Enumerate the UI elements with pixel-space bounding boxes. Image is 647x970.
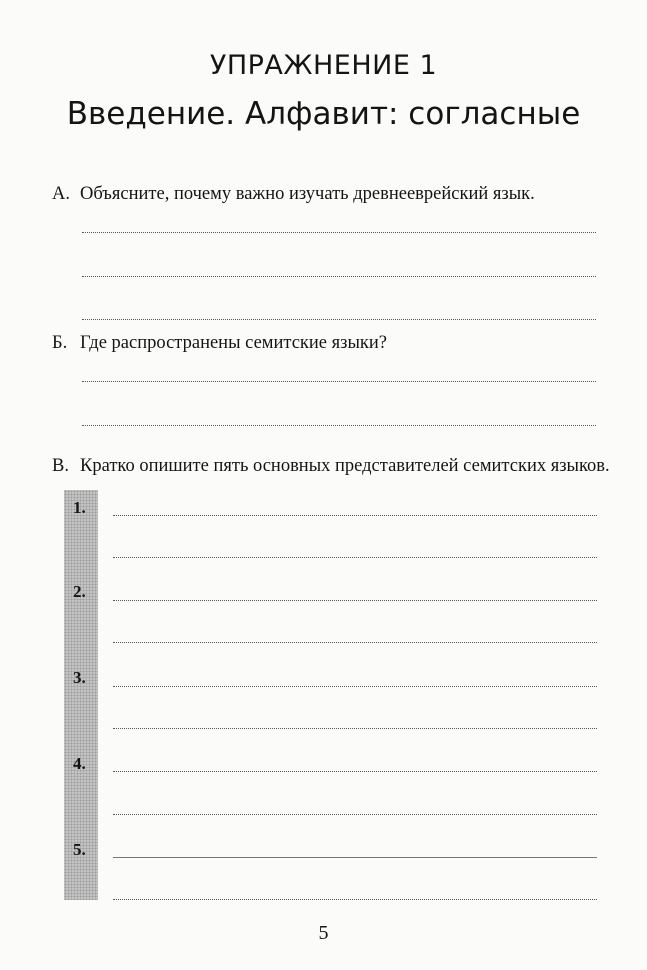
answer-line[interactable]	[113, 515, 597, 516]
question-c	[52, 456, 610, 477]
question-text: Объясните, почему важно изучать древнееврейский язык.	[80, 184, 535, 204]
question-a	[52, 184, 535, 205]
answer-line[interactable]	[113, 771, 597, 772]
answer-line[interactable]	[82, 425, 596, 426]
answer-line[interactable]	[82, 319, 596, 320]
question-b	[52, 333, 387, 354]
answer-line[interactable]	[82, 381, 596, 382]
answer-line[interactable]	[113, 557, 597, 558]
answer-line[interactable]	[82, 232, 596, 233]
answer-line[interactable]	[113, 728, 597, 729]
item-number: 3.	[73, 668, 86, 687]
item-number: 5.	[73, 840, 86, 859]
question-text: Кратко опишите пять основных представителей семитских языков.	[80, 456, 610, 476]
answer-line[interactable]	[113, 857, 597, 858]
item-number: 1.	[73, 498, 86, 517]
exercise-topic: Введение. Алфавит: согласные	[66, 96, 581, 132]
answer-line[interactable]	[113, 899, 597, 900]
answer-line[interactable]	[113, 686, 597, 687]
answer-line[interactable]	[113, 642, 597, 643]
answer-line[interactable]	[82, 276, 596, 277]
question-letter: А.	[52, 184, 70, 204]
item-number: 4.	[73, 754, 86, 773]
question-text: Где распространены семитские языки?	[80, 333, 387, 353]
item-number: 2.	[73, 582, 86, 601]
page-number: 5	[318, 922, 329, 944]
exercise-heading: УПРАЖНЕНИЕ 1	[209, 50, 438, 81]
question-letter: Б.	[52, 333, 68, 353]
numbering-sidebar	[64, 490, 98, 900]
answer-line[interactable]	[113, 814, 597, 815]
answer-line[interactable]	[113, 600, 597, 601]
question-letter: В.	[52, 456, 69, 476]
